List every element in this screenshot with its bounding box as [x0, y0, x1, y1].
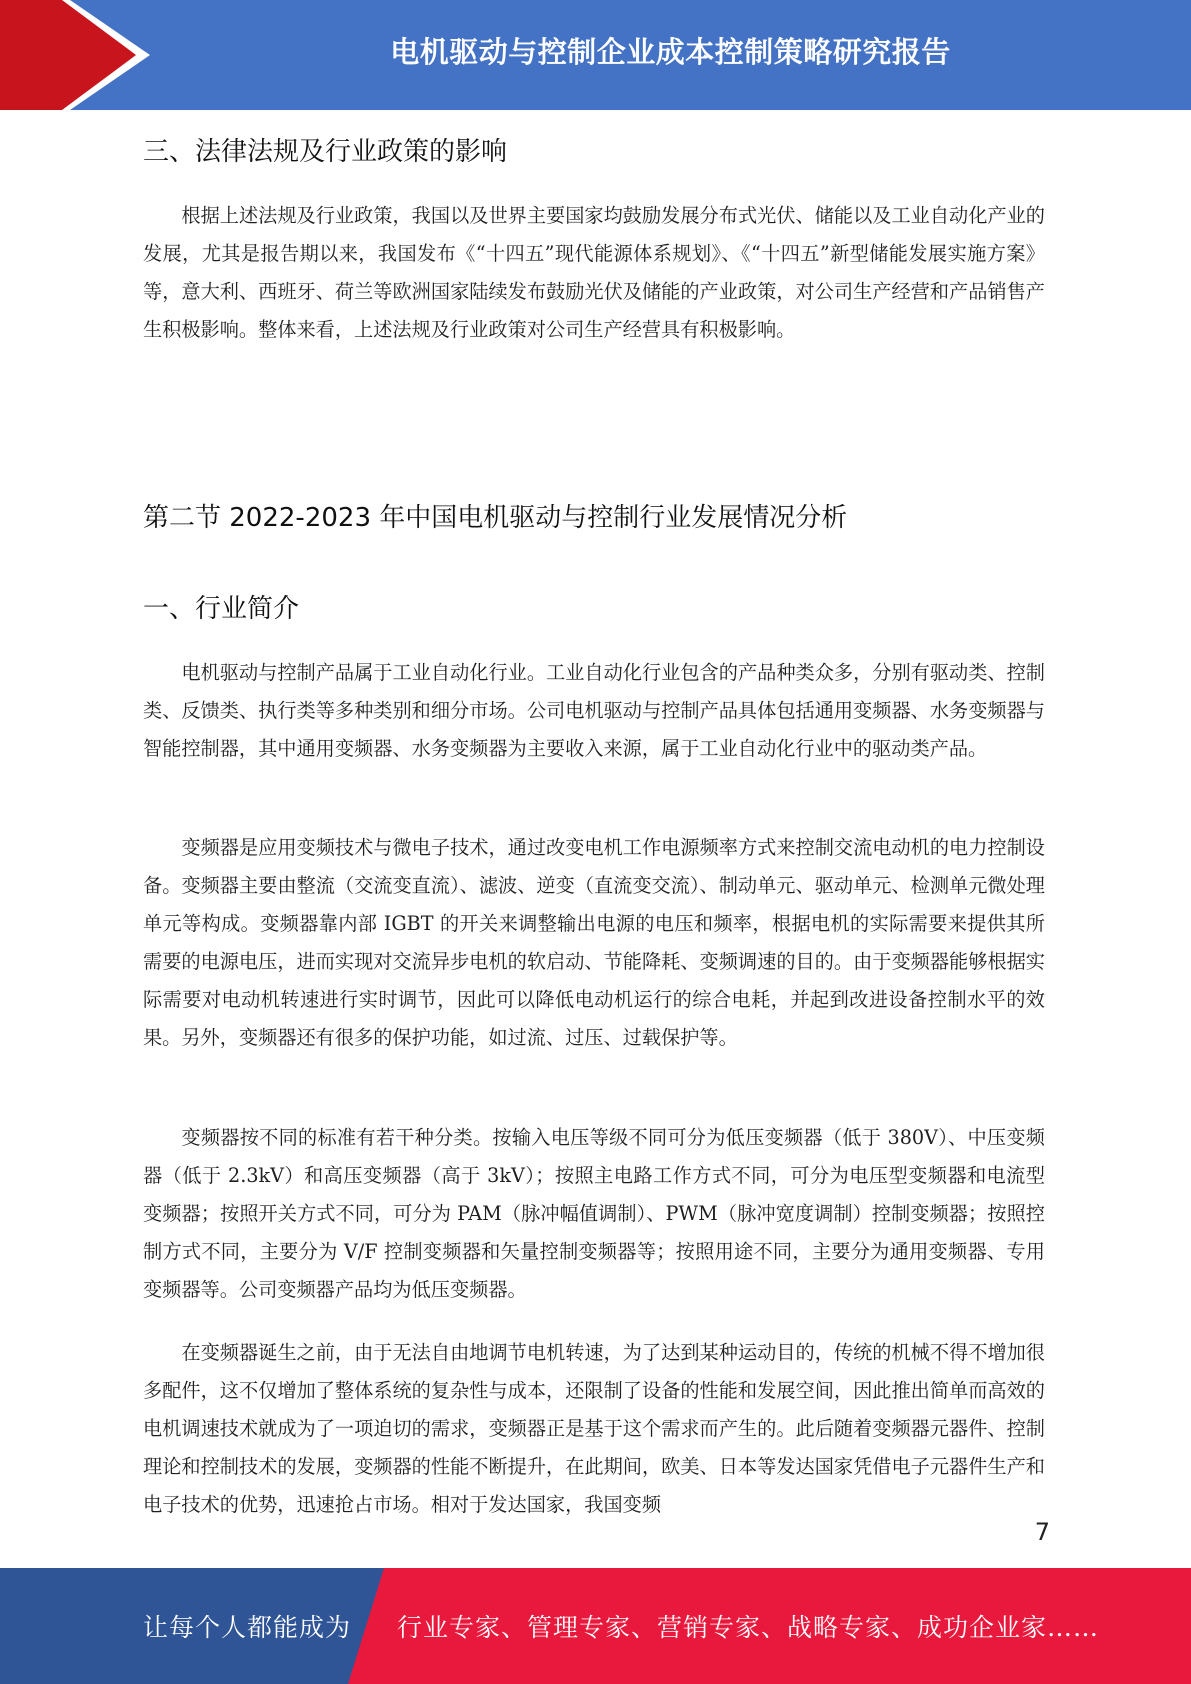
footer-slogan-left: 让每个人都能成为	[143, 1613, 352, 1642]
section-heading-chapter2: 第二节 2022-2023 年中国电机驱动与控制行业发展情况分析	[143, 503, 848, 533]
page-number: 7	[1034, 1518, 1050, 1546]
report-title: 电机驱动与控制企业成本控制策略研究报告	[390, 34, 951, 69]
paragraph-intro-2: 变频器是应用变频技术与微电子技术，通过改变电机工作电源频率方式来控制交流电动机的电力控制设备。变频器主要由整流（交流变直流）、滤波、逆变（直流变交流）、制动单元、驱动单元、检测单元微处理单元等构成。变频器靠内部 IGBT 的开关来调整输出电源的电压和频率，根据电机的实际需要来提供其所需要的电源电压，进而实现对交流异步电机的软启动、节能降耗、变频调速的目的。由于变频器能够根据实际需要对电动机转速进行实时调节，因此可以降低电动机运行的综合电耗，并起到改进设备控制水平的效果。另外，变频器还有很多的保护功能，如过流、过压、过载保护等。	[143, 836, 1045, 1049]
section-heading-intro: 一、行业简介	[143, 594, 300, 624]
paragraph-intro-3: 变频器按不同的标准有若干种分类。按输入电压等级不同可分为低压变频器（低于 380V）、中压变频器（低于 2.3kV）和高压变频器（高于 3kV）；按照主电路工作方式不同，可分为电压型变频器和电流型变频器；按照开关方式不同，可分为 PAM（脉冲幅值调制）、PWM（脉冲宽度调制）控制变频器；按照控制方式不同，主要分为 V/F 控制变频器和矢量控制变频器等；按照用途不同，主要分为通用变频器、专用变频器等。公司变频器产品均为低压变频器。	[143, 1126, 1045, 1301]
page-header	[0, 0, 1191, 110]
footer-slogan-right: 行业专家、管理专家、营销专家、战略专家、成功企业家……	[397, 1613, 1100, 1642]
section-heading-law: 三、法律法规及行业政策的影响	[143, 137, 508, 167]
paragraph-law: 根据上述法规及行业政策，我国以及世界主要国家均鼓励发展分布式光伏、储能以及工业自动化产业的发展，尤其是报告期以来，我国发布《“十四五”现代能源体系规划》、《“十四五”新型储能发展实施方案》等，意大利、西班牙、荷兰等欧洲国家陆续发布鼓励光伏及储能的产业政策，对公司生产经营和产品销售产生积极影响。整体来看，上述法规及行业政策对公司生产经营具有积极影响。	[143, 204, 1045, 341]
page-footer	[0, 1568, 1191, 1684]
paragraph-intro-1: 电机驱动与控制产品属于工业自动化行业。工业自动化行业包含的产品种类众多，分别有驱动类、控制类、反馈类、执行类等多种类别和细分市场。公司电机驱动与控制产品具体包括通用变频器、水务变频器与智能控制器，其中通用变频器、水务变频器为主要收入来源，属于工业自动化行业中的驱动类产品。	[143, 661, 1045, 760]
paragraph-intro-4: 在变频器诞生之前，由于无法自由地调节电机转速，为了达到某种运动目的，传统的机械不得不增加很多配件，这不仅增加了整体系统的复杂性与成本，还限制了设备的性能和发展空间，因此推出简单而高效的电机调速技术就成为了一项迫切的需求，变频器正是基于这个需求而产生的。此后随着变频器元器件、控制理论和控制技术的发展，变频器的性能不断提升，在此期间，欧美、日本等发达国家凭借电子元器件生产和电子技术的优势，迅速抢占市场。相对于发达国家，我国变频	[143, 1341, 1045, 1516]
